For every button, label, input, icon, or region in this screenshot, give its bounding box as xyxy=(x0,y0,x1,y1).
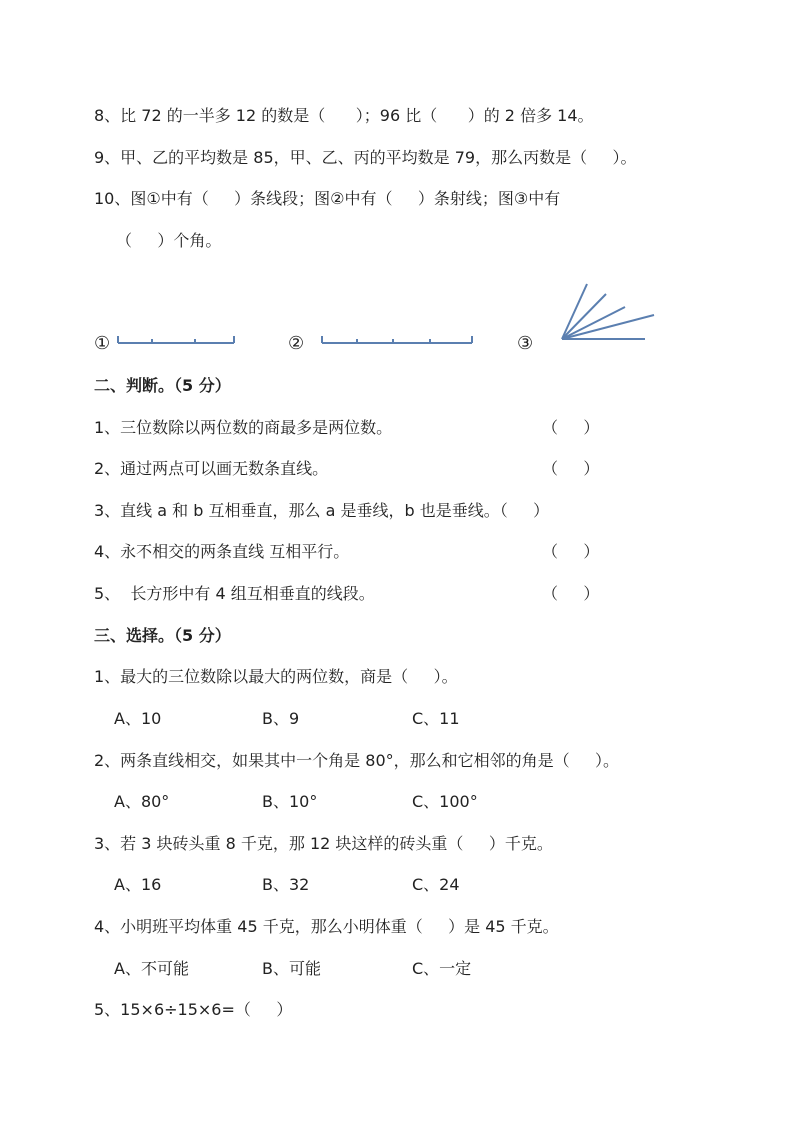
choice-4-option-b[interactable]: B、可能 xyxy=(262,959,321,978)
judgment-item-5: 5、 长方形中有 4 组互相垂直的线段。 xyxy=(94,584,375,603)
choice-4-option-a[interactable]: A、不可能 xyxy=(114,959,189,978)
choice-heading: 三、选择。（5 分） xyxy=(94,626,231,645)
question-8: 8、比 72 的一半多 12 的数是（ ）；96 比（ ）的 2 倍多 14。 xyxy=(94,106,594,125)
choice-item-2: 2、两条直线相交，如果其中一个角是 80°，那么和它相邻的角是（ ）。 xyxy=(94,751,620,770)
judgment-heading: 二、判断。（5 分） xyxy=(94,376,231,395)
choice-3-option-a[interactable]: A、16 xyxy=(114,875,162,894)
choice-1-option-c[interactable]: C、11 xyxy=(412,709,460,728)
judgment-item-5-blank[interactable]: （ ） xyxy=(542,584,600,603)
choice-2-option-c[interactable]: C、100° xyxy=(412,792,478,811)
choice-1-option-a[interactable]: A、10 xyxy=(114,709,162,728)
choice-item-1: 1、最大的三位数除以最大的两位数，商是（ ）。 xyxy=(94,667,458,686)
judgment-item-2-blank[interactable]: （ ） xyxy=(542,459,600,478)
figure-1-label: ① xyxy=(94,333,111,354)
choice-2-option-a[interactable]: A、80° xyxy=(114,792,170,811)
judgment-item-2: 2、通过两点可以画无数条直线。 xyxy=(94,459,329,478)
question-10-line1: 10、图①中有（ ）条线段；图②中有（ ）条射线；图③中有 xyxy=(94,189,561,208)
choice-4-option-c[interactable]: C、一定 xyxy=(412,959,472,978)
choice-item-5: 5、15×6÷15×6=（ ） xyxy=(94,1000,293,1019)
figure-2-rays xyxy=(322,336,472,343)
figure-3-label: ③ xyxy=(517,333,534,354)
figure-1-segments xyxy=(118,336,234,343)
choice-3-option-c[interactable]: C、24 xyxy=(412,875,460,894)
geometry-figures xyxy=(0,0,794,400)
judgment-item-4: 4、永不相交的两条直线 互相平行。 xyxy=(94,542,350,561)
judgment-item-4-blank[interactable]: （ ） xyxy=(542,542,600,561)
question-10-line2: （ ）个角。 xyxy=(116,231,222,250)
figure-2-label: ② xyxy=(288,333,305,354)
judgment-item-1-blank[interactable]: （ ） xyxy=(542,418,600,437)
figure-3-angles xyxy=(562,284,654,339)
choice-1-option-b[interactable]: B、9 xyxy=(262,709,300,728)
choice-3-option-b[interactable]: B、32 xyxy=(262,875,310,894)
choice-2-option-b[interactable]: B、10° xyxy=(262,792,318,811)
question-9: 9、甲、乙的平均数是 85，甲、乙、丙的平均数是 79，那么丙数是（ ）。 xyxy=(94,148,637,167)
choice-item-3: 3、若 3 块砖头重 8 千克，那 12 块这样的砖头重（ ）千克。 xyxy=(94,834,553,853)
judgment-item-3: 3、直线 a 和 b 互相垂直，那么 a 是垂线，b 也是垂线。（ ） xyxy=(94,501,550,520)
choice-item-4: 4、小明班平均体重 45 千克，那么小明体重（ ）是 45 千克。 xyxy=(94,917,559,936)
judgment-item-1: 1、三位数除以两位数的商最多是两位数。 xyxy=(94,418,393,437)
